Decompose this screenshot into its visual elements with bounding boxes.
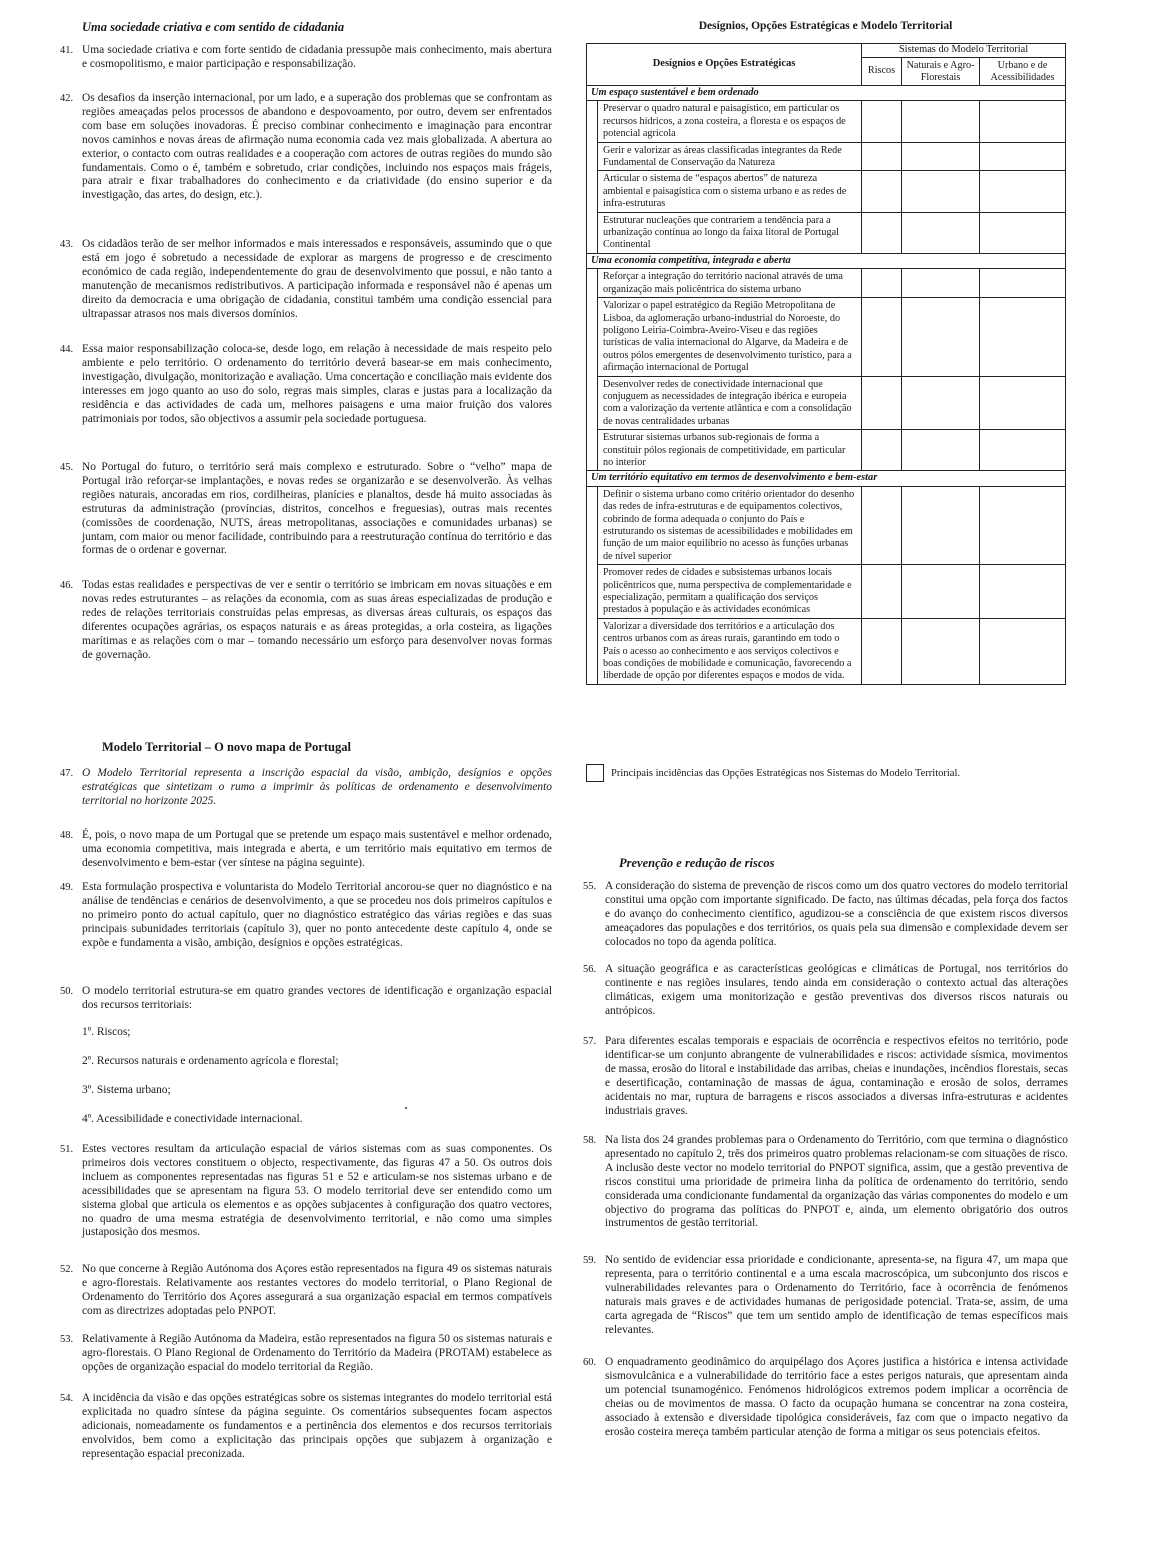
paragraph-53 — [60, 1333, 552, 1375]
vector-item-4: 4º. Acessibilidade e conectividade internacional. — [82, 1113, 303, 1125]
paragraph-41 — [60, 44, 552, 72]
paragraph-text: No Portugal do futuro, o território será mais complexo e estruturado. Sobre o “velho” mapa de Portugal irão reforçar-se implantações, e novas redes se organizarão e se desenvolverão. Às velhas regiões naturais, ancoradas em rios, cordilheiras, planícies e planaltos, desde há muito associadas às estruturas da administração (províncias, distritos, concelhos e freguesias), outras mais recentes (comissões de coordenação, NUTS, áreas metropolitanas, associações e comunidades urbanas) se juntam, com maior ou menor facilidade, contribuindo para a reestruturação contínua do território e das formas de o ordenar e governar. — [82, 461, 552, 557]
paragraph-text: É, pois, o novo mapa de um Portugal que se pretende um espaço mais sustentável e melhor ordenado, uma economia competitiva, mais integrada e aberta, e um território mais equitativo em termos de desenvolvimento e bem-estar (ver síntese na página seguinte). — [82, 829, 552, 869]
group-title: Um território equitativo em termos de desenvolvimento e bem-estar — [587, 471, 1066, 486]
paragraph-47 — [60, 767, 552, 809]
paragraph-text: Os desafios da inserção internacional, por um lado, e a superação dos problemas que se confrontam as regiões ameaçadas pelos processos de abandono e despovoamento, por outro, devem ser enfrentados com base em soluções inovadoras. É preciso combinar conhecimento e imaginação para encontrar novos caminhos e novas áreas de afirmação numa economia cada vez mais globalizada. A abertura ao exterior, o contacto com outras realidades e a cooperação com actores de outras regiões do mundo são fundamentais. Como o é, também e sobretudo, criar condições, incluindo nos espaços mais frágeis, para atrair e fixar trabalhadores do conhecimento e da criatividade (do ensino superior e da investigação, das artes, do design, etc.). — [82, 92, 552, 202]
header-naturais: Naturais e Agro-Florestais — [902, 58, 980, 86]
paragraph-text: O Modelo Territorial representa a inscrição espacial da visão, ambição, desígnios e opções estratégicas que sintetizam o rumo a imprimir às políticas de ordenamento e desenvolvimento territorial no horizonte 2025. — [82, 767, 552, 807]
legend-text: Principais incidências das Opções Estratégicas nos Sistemas do Modelo Territorial. — [611, 767, 960, 779]
paragraph-text: A incidência da visão e das opções estratégicas sobre os sistemas integrantes do modelo territorial está explicitada no quadro síntese da página seguinte. Os comentários subsequentes focam aspectos adicionais, nomeadamente os fundamentos e a pertinência dos elementos e dos recursos territoriais envolvidos, bem como a explicitação das principais opções que subjazem à organização e representação espacial preconizada. — [82, 1392, 552, 1460]
paragraph-52 — [60, 1263, 552, 1319]
paragraph-number: 55. — [583, 881, 597, 892]
vector-item-3: 3º. Sistema urbano; — [82, 1084, 171, 1096]
table-row — [587, 430, 1066, 471]
paragraph-number: 57. — [583, 1036, 597, 1047]
table-row — [587, 618, 1066, 684]
option-text: Promover redes de cidades e subsistemas urbanos locais policêntricos que, numa perspectiva de complementaridade e especialização, permitam a qualificação dos serviços prestados à população e às actividades económicas — [598, 565, 862, 619]
paragraph-text: A consideração do sistema de prevenção de riscos como um dos quatro vectores do modelo territorial constitui uma opção com importante significado. De facto, nas últimas décadas, pela força dos factos e do avanço do conhecimento científico, agudizou-se a consciência de que existem riscos diversos ameaçadores das populações e dos territórios, os quais pela sua dimensão e complexidade devem ser colocados no topo da agenda política. — [605, 880, 1068, 948]
paragraph-59 — [583, 1254, 1068, 1337]
table-row — [587, 269, 1066, 298]
paragraph-number: 43. — [60, 239, 74, 250]
table-legend — [586, 764, 960, 782]
paragraph-number: 56. — [583, 964, 597, 975]
paragraph-number: 47. — [60, 768, 74, 779]
paragraph-60 — [583, 1356, 1068, 1439]
paragraph-text: No sentido de evidenciar essa prioridade e condicionante, apresenta-se, na figura 47, um mapa que representa, para o território continental e a uma escala macroscópica, um subconjunto dos riscos e vulnerabilidades relevantes para o Ordenamento do Território, face à ocorrência de fenómenos naturais mais graves e de actividades humanas de perigosidade potencial. Trata-se, assim, de uma carta agregada de “Riscos” que tem um sentido amplo de identificação de temas específicos mais relevantes. — [605, 1254, 1068, 1336]
table-row — [587, 376, 1066, 430]
option-text: Gerir e valorizar as áreas classificadas integrantes da Rede Fundamental de Conservação da Natureza — [598, 142, 862, 171]
paragraph-46 — [60, 579, 552, 662]
option-text: Valorizar a diversidade dos territórios e a articulação dos centros urbanos com as áreas rurais, garantindo em todo o País o acesso ao conhecimento e aos serviços colectivos e boas condições de mobilidade e comunicação, favorecendo a liberdade de opção por diferentes espaços e modos de vida. — [598, 618, 862, 684]
group-title: Um espaço sustentável e bem ordenado — [587, 86, 1066, 101]
section-title-sociedade: Uma sociedade criativa e com sentido de cidadania — [82, 20, 345, 34]
group-title: Uma economia competitiva, integrada e aberta — [587, 253, 1066, 268]
paragraph-number: 41. — [60, 45, 74, 56]
paragraph-number: 42. — [60, 93, 74, 104]
paragraph-number: 48. — [60, 830, 74, 841]
table-row — [587, 171, 1066, 212]
table-row — [587, 101, 1066, 142]
table-row — [587, 298, 1066, 376]
paragraph-51 — [60, 1143, 552, 1240]
paragraph-text: Esta formulação prospectiva e voluntarista do Modelo Territorial ancorou-se quer no diagnóstico e na análise de tendências e cenários de desenvolvimento, a que se procedeu nos dois primeiros capítulos e no primeiro ponto do actual capítulo, quer no diagnóstico estratégico das várias regiões e das suas principais subunidades territoriais (capítulo 3), quer no ponto antecedente deste capítulo 4, onde se expõe e fundamenta a visão, ambição, desígnios e opções estratégicas. — [82, 881, 552, 949]
header-designios: Desígnios e Opções Estratégicas — [587, 44, 862, 86]
paragraph-56 — [583, 963, 1068, 1019]
legend-box-icon — [586, 764, 604, 782]
paragraph-text: Essa maior responsabilização coloca-se, desde logo, em relação à necessidade de mais respeito pelo ambiente e pelo território. O ordenamento do território deverá basear-se em mais conhecimento, investigação, divulgação, monitorização e avaliação. Uma concertação e conciliação mais evidente dos interesses em jogo quanto ao uso do solo, regras mais simples, claras e justas para a localização da residência e das actividades de cada um, melhores paisagens e uma maior fruição dos valores patrimoniais por todos, são objectivos a assumir pela sociedade portuguesa. — [82, 343, 552, 425]
table-row — [587, 565, 1066, 619]
paragraph-number: 53. — [60, 1334, 74, 1345]
option-text: Valorizar o papel estratégico da Região Metropolitana de Lisboa, da aglomeração urbano-industrial do Noroeste, do polígono Leiria-Coimbra-Aveiro-Viseu e das regiões turísticas de valia internacional do Algarve, da Madeira e de outros pólos emergentes de desenvolvimento turístico, para a afirmação internacional de Portugal — [598, 298, 862, 376]
table-title: Desígnios, Opções Estratégicas e Modelo Territorial — [698, 20, 953, 32]
group-row — [587, 86, 1066, 101]
paragraph-number: 46. — [60, 580, 74, 591]
paragraph-50 — [60, 985, 552, 1013]
paragraph-58 — [583, 1134, 1068, 1231]
paragraph-42 — [60, 92, 552, 203]
paragraph-number: 58. — [583, 1135, 597, 1146]
header-urbano: Urbano e de Acessibilidades — [980, 58, 1066, 86]
header-sistemas: Sistemas do Modelo Territorial — [862, 44, 1066, 58]
option-text: Articular o sistema de “espaços abertos” de natureza ambiental e paisagística com o sistema urbano e as redes de infra-estruturas — [598, 171, 862, 212]
option-text: Estruturar nucleações que contrariem a tendência para a urbanização contínua ao longo da faixa litoral de Portugal Continental — [598, 212, 862, 253]
paragraph-49 — [60, 881, 552, 951]
paragraph-text: O enquadramento geodinâmico do arquipélago dos Açores justifica a histórica e intensa actividade sismovulcânica e a vulnerabilidade do território face a estes perigos naturais, que apresentam ainda um potencial tsunamogénico. Fenómenos hidrológicos extremos podem implicar a ocorrência de cheias ou de movimentos de massa. O facto da ocupação humana se concentrar na zona costeira, associado à extensão e diversidade tipológica consideráveis, faz com que o impacto negativo da erosão costeira mereça também particular atenção de forma a mitigar os seus potenciais efeitos. — [605, 1356, 1068, 1438]
paragraph-number: 50. — [60, 986, 74, 997]
table-row — [587, 142, 1066, 171]
option-text: Estruturar sistemas urbanos sub-regionais de forma a constituir pólos regionais de competitividade, em particular no interior — [598, 430, 862, 471]
paragraph-text: No que concerne à Região Autónoma dos Açores estão representados na figura 49 os sistemas naturais e agro-florestais. Relativamente aos restantes vectores do modelo territorial, o Plano Regional de Ordenamento do Território dos Açores assegurará a sua organização espacial em termos compatíveis com as directrizes adoptadas pelo PNPOT. — [82, 1263, 552, 1317]
table-body — [587, 86, 1066, 685]
paragraph-text: Estes vectores resultam da articulação espacial de vários sistemas com as suas componentes. Os primeiros dois vectores constituem o objecto, respectivamente, das figuras 47 a 50. Os outros dois incluem as componentes representadas nas figuras 51 e 52 e articulam-se nos sistemas urbano e de acessibilidades que se apresentam na figura 53. O modelo territorial deve ser entendido como um sistema global que articula os elementos e as opções subjacentes à configuração dos quatro vectores, no quadro de uma mesma estratégia de desenvolvimento territorial, e não como uma simples justaposição dos mesmos. — [82, 1143, 552, 1239]
paragraph-number: 52. — [60, 1264, 74, 1275]
header-riscos: Riscos — [862, 58, 902, 86]
vector-item-2: 2º. Recursos naturais e ordenamento agrícola e florestal; — [82, 1055, 339, 1067]
paragraph-text: Os cidadãos terão de ser melhor informados e mais interessados e responsáveis, assumindo que o que está em jogo é sobretudo a necessidade de explorar as margens de progresso e de crescimento económico de cada região, independentemente do grau de desenvolvimento que possui, e não tanto a manutenção de mecanismos redistributivos. A participação informada e responsável não é apenas um direito da democracia e uma obrigação de cidadania, constitui também uma condição essencial para ultrapassar atrasos nos mais diversos domínios. — [82, 238, 552, 320]
table-row — [587, 486, 1066, 564]
paragraph-text: Para diferentes escalas temporais e espaciais de ocorrência e respectivos efeitos no território, pode identificar-se um conjunto abrangente de vulnerabilidades e riscos: actividade sísmica, movimentos de massa, erosão do litoral e instabilidade das arribas, cheias e inundações, incêndios florestais, secas e desertificação, contaminação de massas de água, contaminação e erosão de solos, derrames acidentais no mar, ruptura de barragens e riscos associados a diversas infra-estruturas e acidentes industriais graves. — [605, 1035, 1068, 1117]
table-row — [587, 212, 1066, 253]
option-text: Preservar o quadro natural e paisagístico, em particular os recursos hídricos, a zona costeira, a floresta e os espaços de potencial agrícola — [598, 101, 862, 142]
paragraph-44 — [60, 343, 552, 426]
strategy-table — [586, 43, 1066, 685]
option-text: Reforçar a integração do território nacional através de uma organização mais policêntrica do sistema urbano — [598, 269, 862, 298]
paragraph-text: Relativamente à Região Autónoma da Madeira, estão representados na figura 50 os sistemas naturais e agro-florestais. O Plano Regional de Ordenamento do Território da Madeira (PROTAM) estabelece as opções de organização espacial do modelo territorial da Região. — [82, 1333, 552, 1373]
paragraph-48 — [60, 829, 552, 871]
paragraph-text: O modelo territorial estrutura-se em quatro grandes vectores de identificação e organização espacial dos recursos territoriais: — [82, 985, 552, 1011]
paragraph-text: Uma sociedade criativa e com forte sentido de cidadania pressupõe mais conhecimento, mais abertura e cosmopolitismo, e maior participação e responsabilização. — [82, 44, 552, 70]
group-row — [587, 471, 1066, 486]
paragraph-number: 45. — [60, 462, 74, 473]
vector-item-1: 1º. Riscos; — [82, 1026, 131, 1038]
paragraph-number: 44. — [60, 344, 74, 355]
paragraph-text: A situação geográfica e as características geológicas e climáticas de Portugal, nos territórios do continente e nas regiões insulares, tendo ainda em consideração o contexto actual das alterações climáticas, exigem uma monitorização e gestão preventivas dos diversos riscos naturais ou antrópicos. — [605, 963, 1068, 1017]
group-row — [587, 253, 1066, 268]
paragraph-text: Todas estas realidades e perspectivas de ver e sentir o território se imbricam em novas situações e em novas redes estruturantes – as relações da economia, com as suas áreas especializadas de produção e redes de relações territoriais construídas pelas empresas, as diversas áreas culturais, os espaços das diferentes ocupações agrárias, os espaços naturais e as áreas protegidas, a orla costeira, as ligações marítimas e as relações com o mar – tomando necessário um esforço para desenvolver novas formas de governação. — [82, 579, 552, 661]
paragraph-text: Na lista dos 24 grandes problemas para o Ordenamento do Território, com que termina o diagnóstico apresentado no capítulo 2, três dos primeiros quatro problemas relacionam-se com situações de risco. A inclusão deste vector no modelo territorial do PNPOT significa, assim, que a gestão preventiva de riscos constitui uma prioridade de primeira linha da política de ordenamento do território, sendo considerada uma condicionante fundamental da organização das várias componentes do modelo e um objectivo do programa das políticas do PNPOT e, ainda, um elemento obrigatório dos outros instrumentos de gestão territorial. — [605, 1134, 1068, 1230]
paragraph-45 — [60, 461, 552, 558]
paragraph-number: 59. — [583, 1255, 597, 1266]
paragraph-number: 51. — [60, 1144, 74, 1155]
paragraph-54 — [60, 1392, 552, 1462]
paragraph-55 — [583, 880, 1068, 950]
section-title-modelo-territorial: Modelo Territorial – O novo mapa de Portugal — [102, 740, 351, 754]
option-text: Definir o sistema urbano como critério orientador do desenho das redes de infra-estruturas e de equipamentos colectivos, cobrindo de forma adequada o conjunto do País e estruturando os sistemas de acessibilidades e mobilidades em função de um maior equilíbrio no acesso às funções urbanas de nível superior — [598, 486, 862, 564]
paragraph-number: 49. — [60, 882, 74, 893]
paragraph-number: 54. — [60, 1393, 74, 1404]
paragraph-57 — [583, 1035, 1068, 1118]
stray-mark — [405, 1107, 407, 1109]
option-text: Desenvolver redes de conectividade internacional que conjuguem as necessidades de integração ibérica e europeia com a valorização da vertente atlântica e com a consolidação de novas centralidades urbanas — [598, 376, 862, 430]
paragraph-number: 60. — [583, 1357, 597, 1368]
paragraph-43 — [60, 238, 552, 321]
section-title-riscos: Prevenção e redução de riscos — [619, 856, 775, 870]
